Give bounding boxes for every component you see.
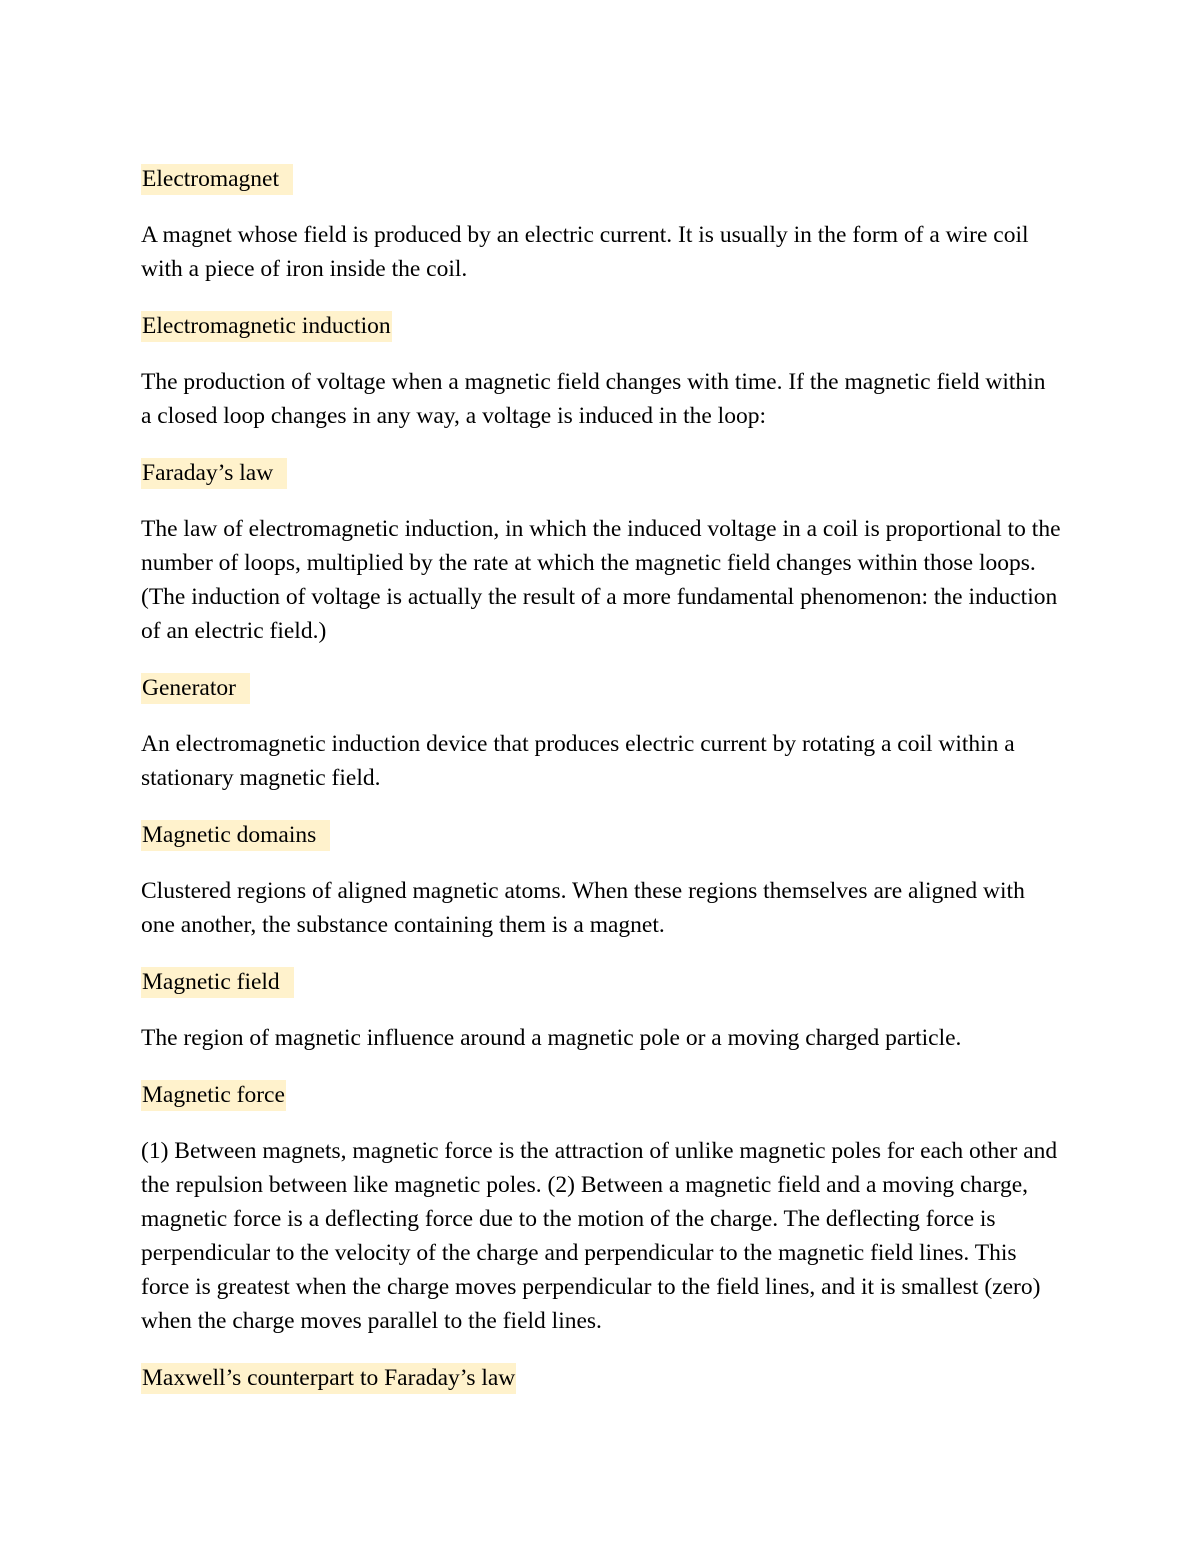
term-heading [141,309,1061,343]
glossary-content [141,162,1061,1417]
glossary-entry-maxwells-counterpart [141,1361,1061,1395]
term-definition: The law of electromagnetic induction, in which the induced voltage in a coil is proportional to the number of loops, multiplied by the rate at which the magnetic field changes within those loops. (The induction of voltage is actually the result of a more fundamental phenomenon: the induction of an electric field.) [141,516,1061,644]
term-definition: The production of voltage when a magnetic field changes with time. If the magnetic field within a closed loop changes in any way, a voltage is induced in the loop: [141,369,1046,429]
term-heading [141,1078,1061,1112]
term-definition: (1) Between magnets, magnetic force is the attraction of unlike magnetic poles for each other and the repulsion between like magnetic poles. (2) Between a magnetic field and a moving charge, magnetic force is a deflecting force due to the motion of the charge. The deflecting force is perpendicular to the velocity of the charge and perpendicular to the magnetic field lines. This force is greatest when the charge moves perpendicular to the field lines, and it is smallest (zero) when the charge moves parallel to the field lines. [141,1138,1058,1334]
term-label: Magnetic force [141,1080,286,1111]
term-label: Maxwell’s counterpart to Faraday’s law [141,1363,516,1394]
term-heading [141,965,1061,999]
term-heading [141,1361,1061,1395]
glossary-entry-generator [141,671,1061,795]
glossary-entry-magnetic-field [141,965,1061,1055]
glossary-entry-faradays-law [141,456,1061,648]
term-definition: Clustered regions of aligned magnetic atoms. When these regions themselves are aligned with one another, the substance containing them is a magnet. [141,878,1025,938]
term-definition: The region of magnetic influence around a magnetic pole or a moving charged particle. [141,1025,962,1051]
term-heading [141,162,1061,196]
glossary-entry-electromagnet [141,162,1061,286]
term-label: Magnetic domains [141,820,330,851]
term-heading [141,456,1061,490]
term-label: Faraday’s law [141,458,287,489]
glossary-entry-magnetic-domains [141,818,1061,942]
term-heading [141,818,1061,852]
term-definition: An electromagnetic induction device that produces electric current by rotating a coil within a stationary magnetic field. [141,731,1015,791]
glossary-entry-magnetic-force [141,1078,1061,1338]
term-label: Electromagnet [141,164,293,195]
term-heading [141,671,1061,705]
term-label: Generator [141,673,250,704]
term-definition: A magnet whose field is produced by an electric current. It is usually in the form of a wire coil with a piece of iron inside the coil. [141,222,1029,282]
glossary-entry-electromagnetic-induction [141,309,1061,433]
term-label: Electromagnetic induction [141,311,392,342]
term-label: Magnetic field [141,967,294,998]
